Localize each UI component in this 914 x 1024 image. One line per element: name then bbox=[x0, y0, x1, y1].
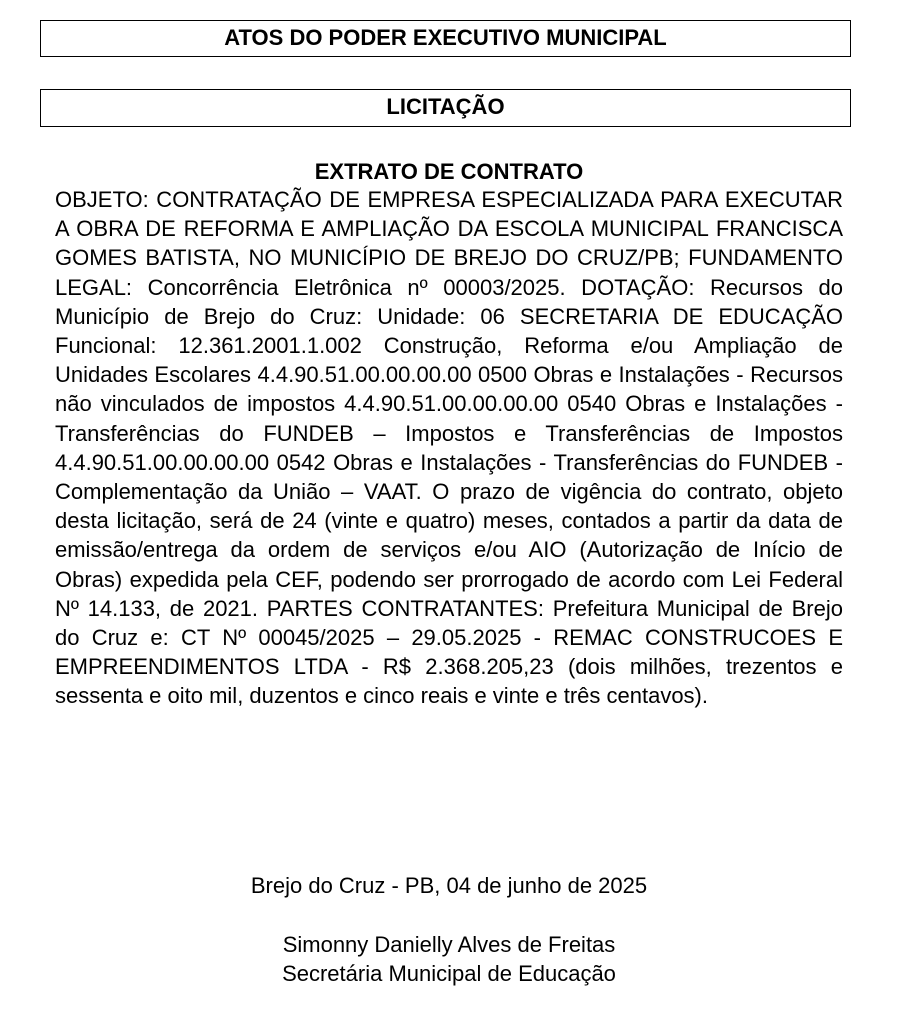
section-header-box bbox=[40, 20, 851, 57]
subsection-header-box bbox=[40, 89, 851, 127]
place-date: Brejo do Cruz - PB, 04 de junho de 2025 bbox=[250, 873, 648, 898]
extract-title: EXTRATO DE CONTRATO bbox=[314, 159, 584, 184]
signatory-role: Secretária Municipal de Educação bbox=[282, 961, 616, 986]
extract-body: OBJETO: CONTRATAÇÃO DE EMPRESA ESPECIALIZADA PARA EXECUTAR A OBRA DE REFORMA E AMPLIAÇÃO DA ESCOLA MUNICIPAL FRANCISCA GOMES BATISTA, NO MUNICÍPIO DE BREJO DO CRUZ/PB; FUNDAMENTO LEGAL: Concorrência Eletrônica nº 00003/2025. DOTAÇÃO: Recursos do Município de Brejo do Cruz: Unidade: 06 SECRETARIA DE EDUCAÇÃO Funcional: 12.361.2001.1.002 Construção, Reforma e/ou Ampliação de Unidades Escolares 4.4.90.51.00.00.00.00 0500 Obras e Instalações - Recursos não vinculados de impostos 4.4.90.51.00.00.00.00 0540 Obras e Instalações - Transferências do FUNDEB – Impostos e Transferências de Impostos 4.4.90.51.00.00.00.00 0542 Obras e Instalações - Transferências do FUNDEB - Complementação da União – VAAT. O prazo de vigência do contrato, objeto desta licitação, será de 24 (vinte e quatro) meses, contados a partir da data de emissão/entrega da ordem de serviços e/ou AIO (Autorização de Início de Obras) expedida pela CEF, podendo ser prorrogado de acordo com Lei Federal Nº 14.133, de 2021. PARTES CONTRATANTES: Prefeitura Municipal de Brejo do Cruz e: CT Nº 00045/2025 – 29.05.2025 - REMAC CONSTRUCOES E EMPREENDIMENTOS LTDA - R$ 2.368.205,23 (dois milhões, trezentos e sessenta e oito mil, duzentos e cinco reais e vinte e três centavos). bbox=[55, 187, 843, 709]
signatory-name: Simonny Danielly Alves de Freitas bbox=[282, 932, 616, 957]
subsection-title: LICITAÇÃO bbox=[386, 94, 505, 119]
section-title: ATOS DO PODER EXECUTIVO MUNICIPAL bbox=[224, 25, 667, 50]
